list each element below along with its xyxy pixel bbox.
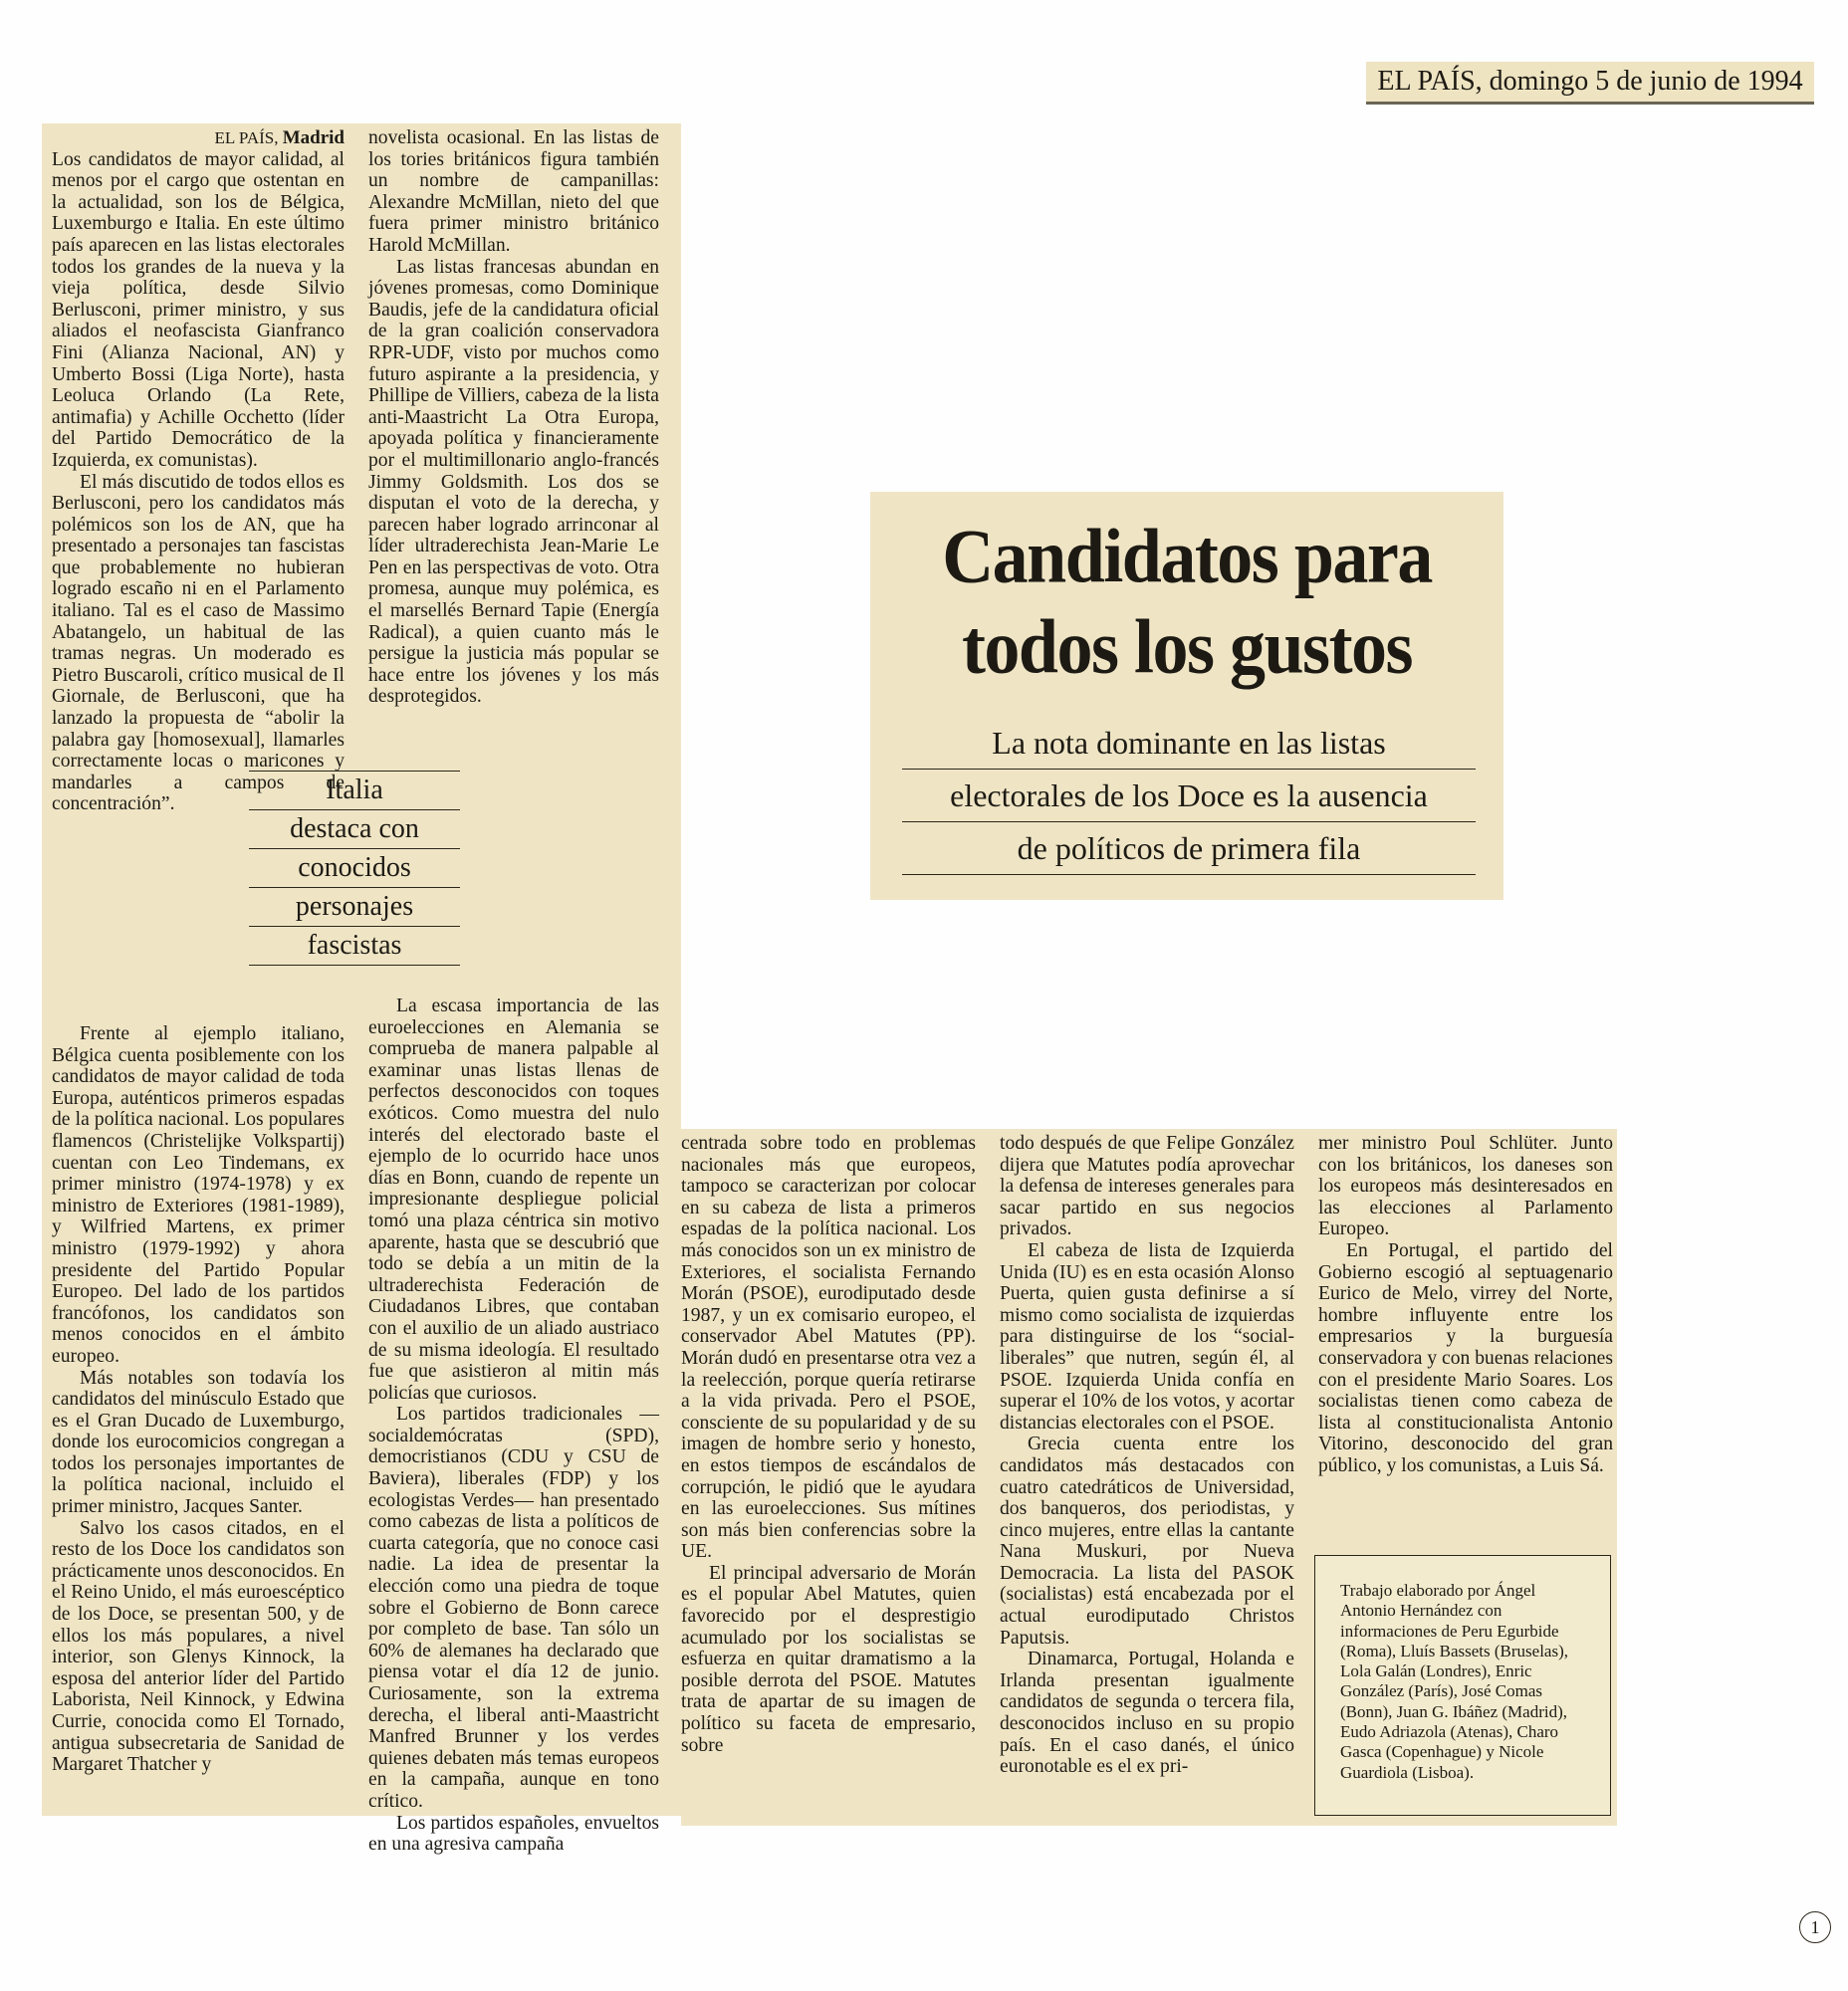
subheadline-line: La nota dominante en las listas xyxy=(902,717,1476,770)
paragraph: La escasa importancia de las euroelecciones en Alemania se comprueba de manera palpable al examinar unas listas llenas de perfectos desconocidos con toques exóticos. Como muestra del nulo interés del electorado baste el ejemplo de lo ocurrido hace unos días en Bonn, cuando de repente un impresionante despliegue policial tomó una plaza céntrica sin motivo aparente, hasta que se descubrió que todo se debía a un mitin de la ultraderechista Federación de Ciudadanos Libres, que contaban con el auxilio de un aliado austriaco de su misma ideología. El resultado fue que asistieron al mitin más policías que curiosos. xyxy=(368,996,659,1404)
paragraph: Dinamarca, Portugal, Holanda e Irlanda presentan igualmente candidatos de segunda o tercera fila, desconocidos incluso en su propio país. En el caso danés, el único euronotable es el ex pri- xyxy=(1000,1649,1294,1778)
headline-line: todos los gustos xyxy=(961,603,1413,690)
paragraph: Las listas francesas abundan en jóvenes promesas, como Dominique Baudis, jefe de la candidatura oficial de la gran coalición conservadora RPR-UDF, visto por muchos como futuro aspirante a la presidencia, y Phillipe de Villiers, cabeza de la lista anti-Maastricht La Otra Europa, apoyada política y financieramente por el multimillonario anglo-francés Jimmy Goldsmith. Los dos se disputan el voto de la derecha, y parecen haber logrado arrinconar al líder ultraderechista Jean-Marie Le Pen en las perspectivas de voto. Otra promesa, aunque muy polémica, es el marsellés Bernard Tapie (Energía Radical), a quien cuanto más le persigue la justicia más popular se hace entre los jóvenes y los más desprotegidos. xyxy=(368,256,659,708)
paragraph: Grecia cuenta entre los candidatos más destacados con cuatro catedráticos de Universidad, dos banqueros, dos periodistas, y cinco mujeres, entre ellas la cantante Nana Muskuri, por Nueva Democracia. La lista del PASOK (socialistas) está encabezada por el actual eurodiputado Christos Paputsis. xyxy=(1000,1434,1294,1649)
paragraph: Salvo los casos citados, en el resto de los Doce los candidatos son prácticamente unos desconocidos. En el Reino Unido, el más euroescéptico de los Doce, se presentan 500, y de ellos los más populares, a nivel interior, son Glenys Kinnock, la esposa del anterior líder del Partido Laborista, Neil Kinnock, y Edwina Currie, conocida como El Tornado, antigua subsecretaria de Sanidad de Margaret Thatcher y xyxy=(52,1517,345,1776)
pull-quote-line: destaca con xyxy=(249,810,460,849)
article-column-2 xyxy=(368,127,659,708)
paragraph: Los partidos españoles, envueltos en una agresiva campaña xyxy=(368,1812,659,1856)
article-column-5 xyxy=(1318,1133,1613,1477)
paragraph: mer ministro Poul Schlüter. Junto con los británicos, los daneses son los europeos más desinteresados en las elecciones al Parlamento Europeo. xyxy=(1318,1133,1613,1240)
paragraph: todo después de que Felipe González dijera que Matutes podía aprovechar la defensa de intereses generales para sacar partido en sus negocios privados. xyxy=(1000,1133,1294,1240)
article-column-3 xyxy=(681,1133,976,1756)
paragraph: El principal adversario de Morán es el popular Abel Matutes, quien favorecido por el desprestigio acumulado por los socialistas se esfuerza en quitar dramatismo a la posible derrota del PSOE. Matutes trata de apartar de su imagen de político su faceta de empresario, sobre xyxy=(681,1562,976,1756)
article-credit xyxy=(52,127,345,149)
paragraph: Más notables son todavía los candidatos del minúsculo Estado que es el Gran Ducado de Luxemburgo, donde los eurocomicios congregan a todos los personajes importantes de la política nacional, incluido el primer ministro, Jacques Santer. xyxy=(52,1367,345,1518)
page-number: 1 xyxy=(1799,1911,1831,1943)
paragraph: centrada sobre todo en problemas nacionales más que europeos, tampoco se caracterizan por colocar en su cabeza de lista a primeros espadas de la política nacional. Los más conocidos son un ex ministro de Exteriores, el socialista Fernando Morán (PSOE), eurodiputado desde 1987, y un ex comisario europeo, el conservador Abel Matutes (PP). Morán dudó en presentarse otra vez a la reelección, porque quería retirarse a la vida privada. Pero el PSOE, consciente de su popularidad y de su imagen de hombre serio y honesto, en estos tiempos de escándalos de corrupción, le pidió que le ayudara en las euroelecciones. Sus mítines son más bien conferencias sobre la UE. xyxy=(681,1133,976,1563)
paragraph: Frente al ejemplo italiano, Bélgica cuenta posiblemente con los candidatos de mayor calidad de toda Europa, auténticos primeros espadas de la política nacional. Los populares flamencos (Christelijke Volkspartij) cuentan con Leo Tindemans, ex primer ministro (1974-1978) y ex ministro de Exteriores (1981-1989), y Wilfried Martens, ex primer ministro (1979-1992) y ahora presidente del Partido Popular Europeo. Del lado de los partidos francófonos, los candidatos son menos conocidos en el ámbito europeo. xyxy=(52,1023,345,1367)
pull-quote xyxy=(249,771,460,966)
subheadline xyxy=(902,717,1476,875)
paragraph: Los partidos tradicionales —socialdemócratas (SPD), democristianos (CDU y CSU de Baviera), liberales (FDP) y los ecologistas Verdes— han presentado como cabezas de lista a políticos de cuarta categoría, que no conoce casi nadie. La idea de presentar la elección como una piedra de toque sobre el Gobierno de Bonn carece por completo de base. Tan sólo un 60% de alemanes ha declarado que piensa votar el día 12 de junio. Curiosamente, son la extrema derecha, el liberal anti-Maastricht Manfred Brunner y los verdes quienes debaten más temas europeos en la campaña, aunque en tono crítico. xyxy=(368,1404,659,1812)
paragraph: novelista ocasional. En las listas de los tories británicos figura también un nombre de campanillas: Alexandre McMillan, nieto del que fuera primer ministro británico Harold McMillan. xyxy=(368,127,659,256)
paragraph: Los candidatos de mayor calidad, al menos por el cargo que ostentan en la actualidad, son los de Bélgica, Luxemburgo e Italia. En este último país aparecen en las listas electorales todos los grandes de la nueva y la vieja política, desde Silvio Berlusconi, primer ministro, y sus aliados el neofascista Gianfranco Fini (Alianza Nacional, AN) y Umberto Bossi (Liga Norte), hasta Leoluca Orlando (La Rete, antimafia) y Achille Occhetto (líder del Partido Democrático de la Izquierda, ex comunistas). xyxy=(52,148,345,471)
credit-place: Madrid xyxy=(282,127,345,148)
dateline: EL PAÍS, domingo 5 de junio de 1994 xyxy=(1366,62,1814,105)
headline xyxy=(888,511,1486,691)
pull-quote-line: fascistas xyxy=(249,927,460,966)
pull-quote-line: personajes xyxy=(249,888,460,927)
subheadline-line: de políticos de primera fila xyxy=(902,822,1476,875)
paragraph: El más discutido de todos ellos es Berlusconi, pero los candidatos más polémicos son los de AN, que ha presentado a personajes tan fascistas que probablemente no hubieran logrado escaño ni en el Parlamento italiano. Tal es el caso de Massimo Abatangelo, un habitual de las tramas negras. Un moderado es Pietro Buscaroli, crítico musical de Il Giornale, de Berlusconi, que ha lanzado la propuesta de “abolir la palabra gay [homosexual], llamarles correctamente locas o maricones y mandarles a campos de concentración”. xyxy=(52,471,345,815)
pull-quote-line: conocidos xyxy=(249,849,460,888)
credits-text: Trabajo elaborado por Ángel Antonio Hernández con informaciones de Peru Egurbide (Roma), Lluís Bassets (Bruselas), Lola Galán (Londres), Enric González (París), José Comas (Bonn), Juan G. Ibáñez (Madrid), Eudo Adriazola (Atenas), Charo Gasca (Copenhague) y Nicole Guardiola (Lisboa). xyxy=(1340,1581,1568,1782)
article-column-2-lower xyxy=(368,996,659,1856)
paragraph: En Portugal, el partido del Gobierno escogió al septuagenario Eurico de Melo, virrey del Norte, hombre influyente entre los empresarios y la burguesía conservadora y con buenas relaciones con el presidente Mario Soares. Los socialistas tienen como cabeza de lista al constitucionalista Antonio Vitorino, desconocido del gran público, y los comunistas, a Luis Sá. xyxy=(1318,1239,1613,1476)
paragraph: El cabeza de lista de Izquierda Unida (IU) es en esta ocasión Alonso Puerta, quien gusta definirse a sí mismo como socialista de izquierdas para distinguirse de los “social-liberales” que nutren, según él, al PSOE. Izquierda Unida confía en superar el 10% de los votos, y acortar distancias electorales con el PSOE. xyxy=(1000,1239,1294,1434)
pull-quote-line: Italia xyxy=(249,771,460,810)
headline-line: Candidatos para xyxy=(942,513,1432,599)
article-column-1 xyxy=(52,127,345,815)
article-column-4 xyxy=(1000,1133,1294,1778)
credit-source: EL PAÍS, xyxy=(214,128,279,147)
article-column-1-lower xyxy=(52,1023,345,1776)
subheadline-line: electorales de los Doce es la ausencia xyxy=(902,770,1476,822)
